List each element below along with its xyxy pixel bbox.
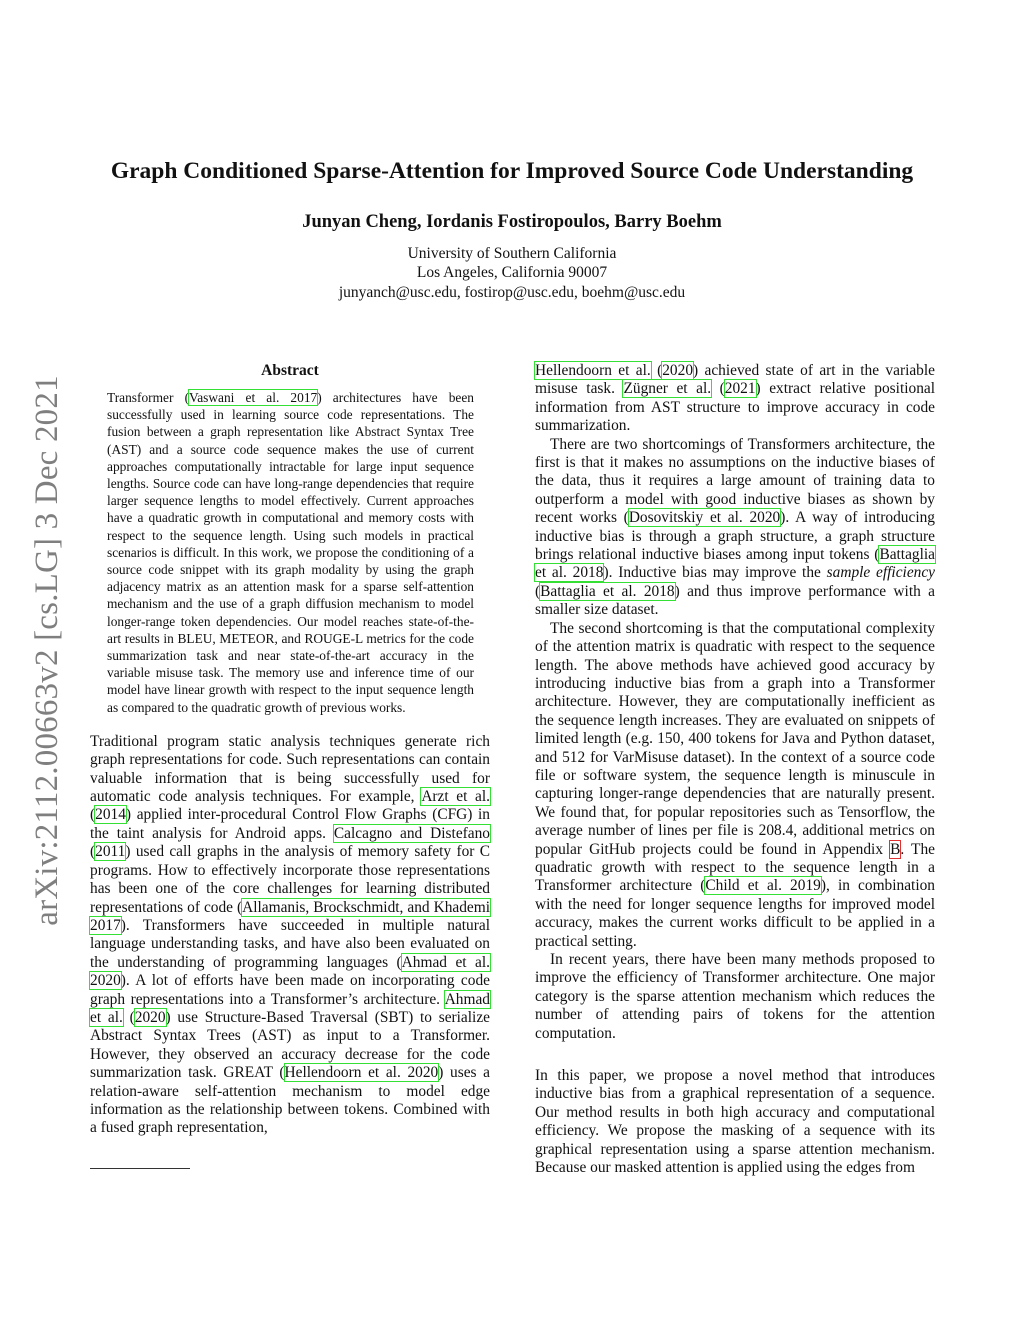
citation-link[interactable]: 2020	[134, 1008, 166, 1026]
citation-link[interactable]: Battaglia et al. 2018	[540, 582, 675, 600]
arxiv-identifier-text: arXiv:2112.00663v2 [cs.LG] 3 Dec 2021	[28, 374, 65, 926]
citation-link[interactable]: 2014	[95, 806, 126, 824]
citation-link[interactable]: Battaglia et al. 2018	[535, 546, 935, 582]
citation-link[interactable]: Ahmad et al.	[90, 990, 490, 1026]
paper-title: Graph Conditioned Sparse-Attention for Improved Source Code Understanding	[110, 158, 914, 184]
appendix-link[interactable]: B	[890, 840, 901, 858]
citation-link[interactable]: Hellendoorn et al.	[535, 362, 651, 379]
author-list: Junyan Cheng, Iordanis Fostiropoulos, Barry Boehm	[302, 212, 722, 232]
citation-link[interactable]: 2020	[662, 362, 694, 379]
left-column	[90, 362, 490, 1138]
citation-link[interactable]: Ahmad et al. 2020	[90, 953, 491, 990]
citation-link[interactable]: Zügner et al.	[623, 380, 712, 398]
emphasis-text: sample efficiency	[826, 564, 936, 582]
citation-link[interactable]: 2011	[95, 843, 126, 861]
intro-paragraph: Traditional program static analysis techniques generate rich graph representations for code. Such representations can contain valuable information that is being successfully used for automatic code analysis techniques. For example, Arzt et al. (2014) applied inter-procedural Control Flow Graphs (CFG) in the taint analysis for Android apps. Calcagno and Distefano (2011) used call graphs in the analysis of memory safety for C programs. How to effectively incorporate those representations has been one of the core challenges for learning distributed representations of code (Allamanis, Brockschmidt, and Khademi 2017). Transformers have succeeded in multiple natural language understanding tasks, and have also been evaluated on the understanding of programming languages (Ahmad et al. 2020). A lot of efforts have been made on incorporating code graph representations into a Transformer’s architecture. Ahmad et al. (2020) use Structure-Based Traversal (SBT) to serialize Abstract Syntax Trees (AST) as input to a Transformer. However, they observed an accuracy decrease for the code summarization task. GREAT (Hellendoorn et al. 2020) uses a relation-aware self-attention mechanism to model edge information as the relationship between tokens. Combined with a fused graph representation,	[90, 732, 491, 1137]
citation-link[interactable]: Arzt et al.	[421, 788, 490, 806]
affiliation-address: Los Angeles, California 90007	[416, 264, 608, 281]
citation-link[interactable]: Child et al. 2019	[705, 877, 821, 895]
body-paragraph: In recent years, there have been many methods proposed to improve the efficiency of Transformer architecture. One major category is the sparse attention mechanism which reduces the number of attending pairs of tokens for the attention computation.	[535, 951, 935, 1042]
citation-link[interactable]: Dosovitskiy et al. 2020	[628, 509, 781, 527]
right-column	[535, 362, 935, 1177]
abstract-heading: Abstract	[261, 362, 319, 379]
body-paragraph: There are two shortcomings of Transformers architecture, the first is that it makes no assumptions on the inductive biases of the data, thus it requires a large amount of training data to outperform a model with good inductive biases as shown by recent works (Dosovitskiy et al. 2020). A way of introducing inductive bias is through a graph structure, a graph structure brings relational inductive biases among input tokens (Battaglia et al. 2018). Inductive bias may improve the sample efficiency (Battaglia et al. 2018) and thus improve performance with a smaller size dataset.	[535, 435, 936, 619]
citation-link[interactable]: Calcagno and Distefano	[333, 824, 491, 842]
affiliation-emails: junyanch@usc.edu, fostirop@usc.edu, boehm@usc.edu	[338, 284, 686, 301]
footnote-rule	[90, 1168, 190, 1169]
body-paragraph: In this paper, we propose a novel method that introduces inductive bias from a graphical representation of a sequence. Our method results in both high accuracy and computational efficiency. We propose the masking of a sequence with its graphical representation using a sparse attention mechanism. Because our masked attention is applied using the edges from	[535, 1067, 935, 1177]
body-paragraph: The second shortcoming is that the computational complexity of the attention matrix is quadratic with respect to the sequence length. The above methods have achieved good accuracy by introducing inductive bias from a graph into a Transformer architecture. However, they are computationally inefficient as the sequence length increases. They are evaluated on snippets of limited length (e.g. 150, 400 tokens for Java and Python dataset, and 512 for VarMisuse dataset). In the context of a source code file or software system, the sequence length is minuscule in capturing longer-range dependencies that are naturally present. We found that, for popular repositories such as Tensorflow, the average number of lines per file is 208.4, additional metrics on popular GitHub projects could be found in Appendix B. The quadratic growth with respect to the sequence length in a Transformer architecture (Child et al. 2019), in combination with the need for longer sequence lengths for improved model accuracy, makes the current works difficult to be applied in a practical setting.	[535, 619, 935, 950]
affiliation-institution: University of Southern California	[407, 245, 617, 262]
body-paragraph: Hellendoorn et al. (2020) achieved state of art in the variable misuse task. Zügner et al. (2021) extract relative positional information from AST structure to improve accuracy in code summarization.	[535, 362, 935, 435]
arxiv-identifier	[22, 360, 72, 940]
abstract-body: Transformer (Vaswani et al. 2017) architectures have been successfully used in learning source code representations. The fusion between a graph representation like Abstract Syntax Tree (AST) and a source code sequence makes the use of current approaches computationally intractable for large input sequence lengths. Source code can have long-range dependencies that require larger sequence lengths to model effectively. Current approaches have a quadratic growth in computational and memory costs with respect to the sequence length. Using such models in practical scenarios is difficult. In this work, we propose the conditioning of a source code snippet with its graph modality by using the graph adjacency matrix as an attention mask for a sparse self-attention mechanism and the use of a graph diffusion mechanism to model longer-range token dependencies. Our model reaches state-of-the-art results in BLEU, METEOR, and ROUGE-L metrics for the code summarization task and near state-of-the-art accuracy in the variable misuse task. The memory use and inference time of our model have linear growth with respect to the input sequence length as compared to the quadratic growth of previous works.	[107, 390, 474, 715]
citation-link[interactable]: Hellendoorn et al. 2020	[284, 1064, 439, 1082]
citation-link[interactable]: Vaswani et al. 2017	[189, 390, 318, 405]
citation-link[interactable]: 2021	[724, 380, 756, 398]
citation-link[interactable]: Allamanis, Brockschmidt, and Khademi 2017	[90, 898, 490, 934]
